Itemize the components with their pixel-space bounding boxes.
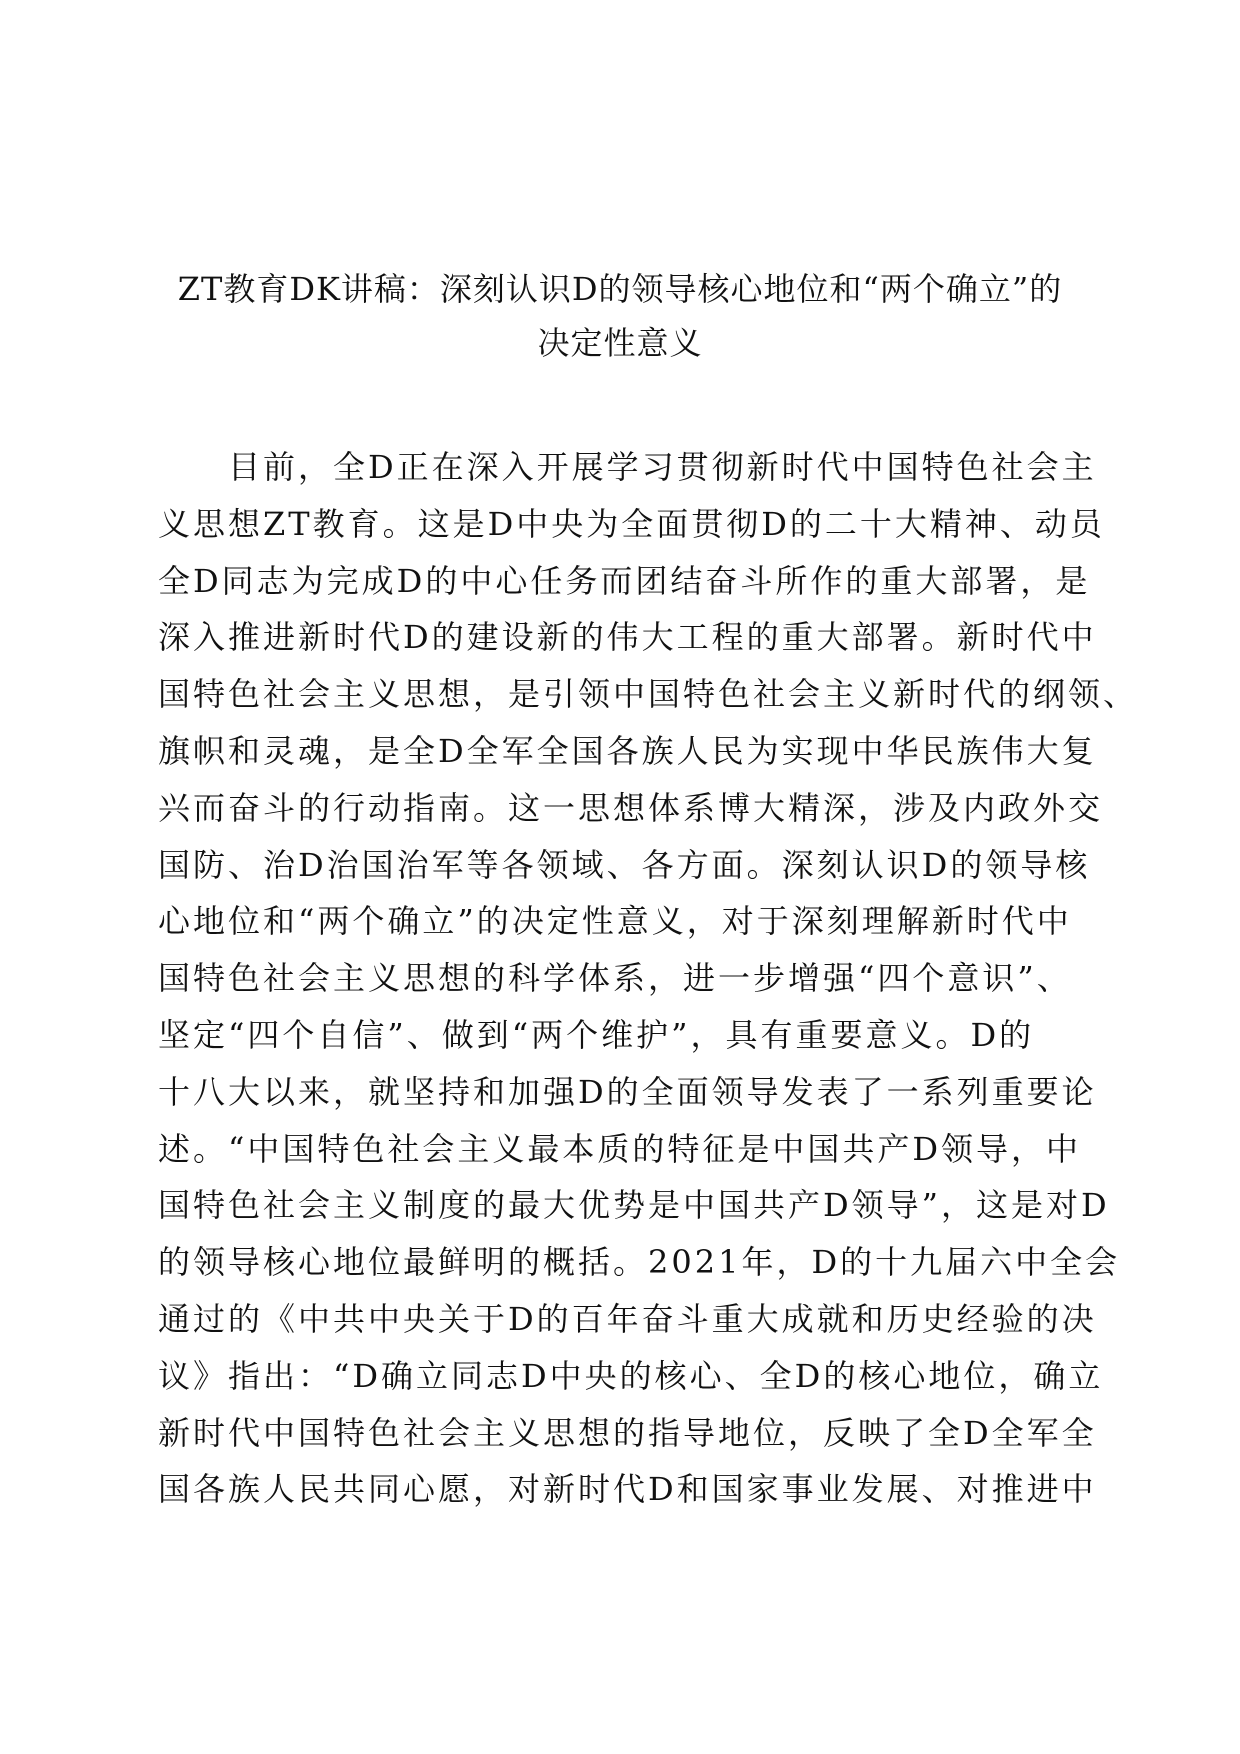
paragraph-line: 新时代中国特色社会主义思想的指导地位，反映了全D全军全 xyxy=(158,1413,1097,1452)
body-paragraph xyxy=(158,439,1139,1518)
paragraph-line: 国特色社会主义制度的最大优势是中国共产D领导”，这是对D xyxy=(158,1186,1110,1225)
paragraph-line: 的领导核心地位最鲜明的概括。2021年，D的十九届六中全会 xyxy=(158,1243,1121,1282)
paragraph-line: 旗帜和灵魂，是全D全军全国各族人民为实现中华民族伟大复 xyxy=(158,731,1097,770)
title-line-2: 决定性意义 xyxy=(537,324,703,362)
paragraph-line: 全D同志为完成D的中心任务而团结奋斗所作的重大部署，是 xyxy=(158,561,1091,600)
paragraph-line: 深入推进新时代D的建设新的伟大工程的重大部署。新时代中 xyxy=(158,618,1097,657)
paragraph-line: 议》指出：“D确立同志D中央的核心、全D的核心地位，确立 xyxy=(158,1356,1104,1395)
title-line-1: ZT教育DK讲稿：深刻认识D的领导核心地位和“两个确立”的 xyxy=(177,270,1063,308)
paragraph-line: 心地位和“两个确立”的决定性意义，对于深刻理解新时代中 xyxy=(158,902,1072,941)
paragraph-line: 兴而奋斗的行动指南。这一思想体系博大精深，涉及内政外交 xyxy=(158,788,1104,827)
paragraph-line: 通过的《中共中央关于D的百年奋斗重大成就和历史经验的决 xyxy=(158,1299,1097,1338)
paragraph-line: 十八大以来，就坚持和加强D的全面领导发表了一系列重要论 xyxy=(158,1072,1097,1111)
paragraph-line: 述。“中国特色社会主义最本质的特征是中国共产D领导，中 xyxy=(158,1129,1082,1168)
paragraph-line: 目前，全D正在深入开展学习贯彻新时代中国特色社会主 xyxy=(158,448,1097,486)
paragraph-line: 义思想ZT教育。这是D中央为全面贯彻D的二十大精神、动员 xyxy=(158,504,1105,543)
paragraph-line: 国特色社会主义思想，是引领中国特色社会主义新时代的纲领、 xyxy=(158,675,1139,714)
paragraph-line: 国防、治D治国治军等各领域、各方面。深刻认识D的领导核 xyxy=(158,845,1091,884)
document-title xyxy=(150,262,1090,370)
paragraph-line: 国特色社会主义思想的科学体系，进一步增强“四个意识”、 xyxy=(158,959,1072,998)
paragraph-line: 国各族人民共同心愿，对新时代D和国家事业发展、对推进中 xyxy=(158,1470,1097,1509)
paragraph-line: 坚定“四个自信”、做到“两个维护”，具有重要意义。D的 xyxy=(158,1015,1035,1054)
